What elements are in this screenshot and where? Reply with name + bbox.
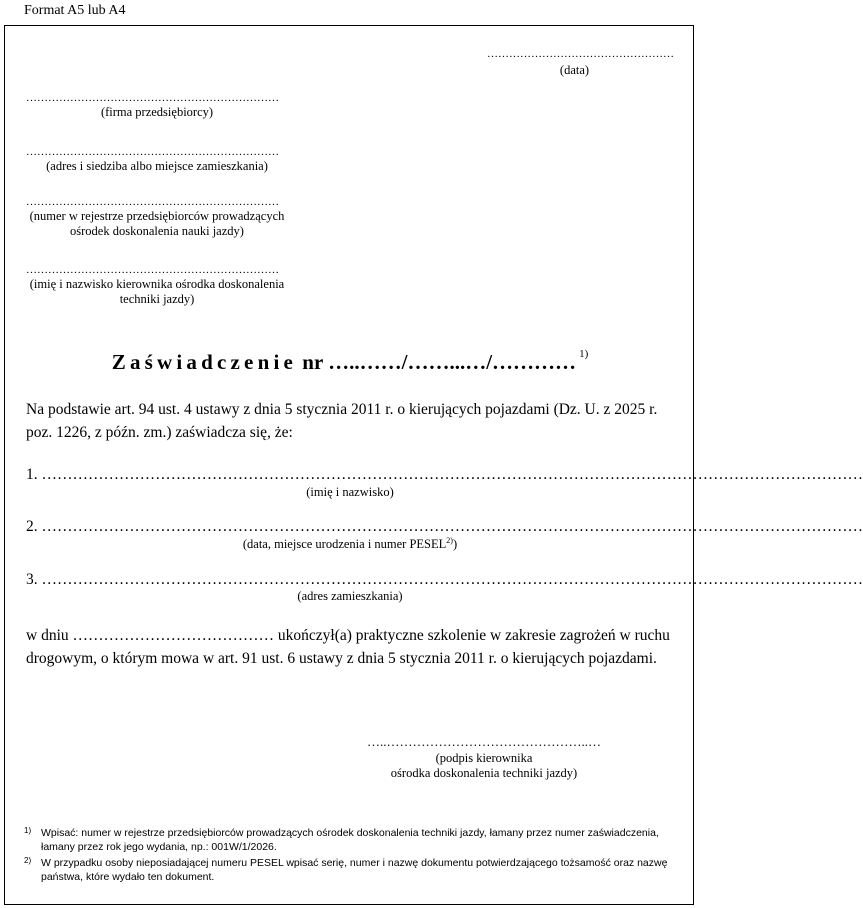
address-placeholder: …………………………………………………………… [26,146,279,158]
registry-number-placeholder: …………………………………………………………… [26,196,279,208]
address-caption: (adres i siedziba albo miejsce zamieszkania) [46,159,268,173]
item-1-number: 1. [26,466,38,483]
date-placeholder: …………………………………………… [487,48,674,60]
statement-paragraph [26,624,676,670]
item-1-line [26,466,863,484]
footnote-1-text: Wpisać: numer w rejestrze przedsiębiorców prowadzących ośrodek doskonalenia techniki jazdy, łamany przez numer zaświadczenia, łamany przez rok jego wydania, np.: 001W/1/2026. [41,827,659,853]
address-field [26,146,288,174]
item-2-caption [26,536,674,552]
item-2-line [26,518,863,536]
item-3-number: 3. [26,571,38,588]
footnote-2 [24,856,680,884]
company-caption: (firma przedsiębiorcy) [100,105,214,119]
page-format-label: Format A5 lub A4 [24,3,126,18]
item-3-caption: (adres zamieszkania) [297,589,403,603]
statement-text: ukończył(a) praktyczne szkolenie w zakresie zagrożeń w ruchu drogowym, o którym mowa w art. 91 ust. 6 ustawy z dnia 5 stycznia 2011 r. o kierujących pojazdami. [26,627,670,667]
title-footnote-ref: 1) [579,348,589,360]
item-2-caption-text: (data, miejsce urodzenia i numer PESEL [242,537,447,551]
signature-caption [358,751,610,781]
footnote-1 [24,826,680,854]
manager-name-placeholder: …………………………………………………………… [26,264,279,276]
item-2-caption-end: ) [452,537,458,551]
footnote-1-mark: 1) [24,826,32,835]
item-2-number: 2. [26,518,38,535]
signature-caption-line-1: (podpis kierownika [435,751,533,765]
intro-paragraph: Na podstawie art. 94 ust. 4 ustawy z dnia 5 stycznia 2011 r. o kierujących pojazdami (Dz. U. z 2025 r. poz. 1226, z późn. zm.) zaświadcza się, że: [26,401,658,441]
item-1-caption: (imię i nazwisko) [306,485,394,499]
item-3-placeholder: …………………………………………………………………………………………………………………………………………… [41,571,863,588]
manager-name-field [26,264,288,307]
item-2-caption-ref: 2) [446,536,453,545]
signature-placeholder: …..………………………………………..… [367,734,601,749]
company-placeholder: …………………………………………………………… [26,92,279,104]
item-1-placeholder: …………………………………………………………………………………………………………………………………………… [41,466,863,483]
manager-name-caption: (imię i nazwisko kierownika ośrodka doskonalenia techniki jazdy) [29,277,285,306]
signature-caption-line-2: ośrodka doskonalenia techniki jazdy) [390,766,578,780]
footnote-2-text: W przypadku osoby nieposiadającej numeru PESEL wpisać serię, numer i nazwę dokumentu potwierdzającego tożsamość oraz nazwę państwa, które wydało ten dokument. [41,857,668,883]
statement-prefix: w dniu [26,627,69,644]
company-field [26,92,288,120]
item-3-line [26,571,863,589]
title-word: Zaświadczenie [111,350,298,374]
footnote-2-mark: 2) [24,856,32,865]
document-title [0,348,700,375]
date-caption: (data) [559,63,590,77]
title-number: nr …..……/……...…/………… [302,350,577,374]
item-2-placeholder: …………………………………………………………………………………………………………………………………………… [41,518,863,535]
registry-number-field [26,196,288,239]
statement-date-placeholder: ………………………………… [72,627,274,644]
registry-number-caption: (numer w rejestrze przedsiębiorców prowadzących ośrodek doskonalenia nauki jazdy) [29,209,285,238]
